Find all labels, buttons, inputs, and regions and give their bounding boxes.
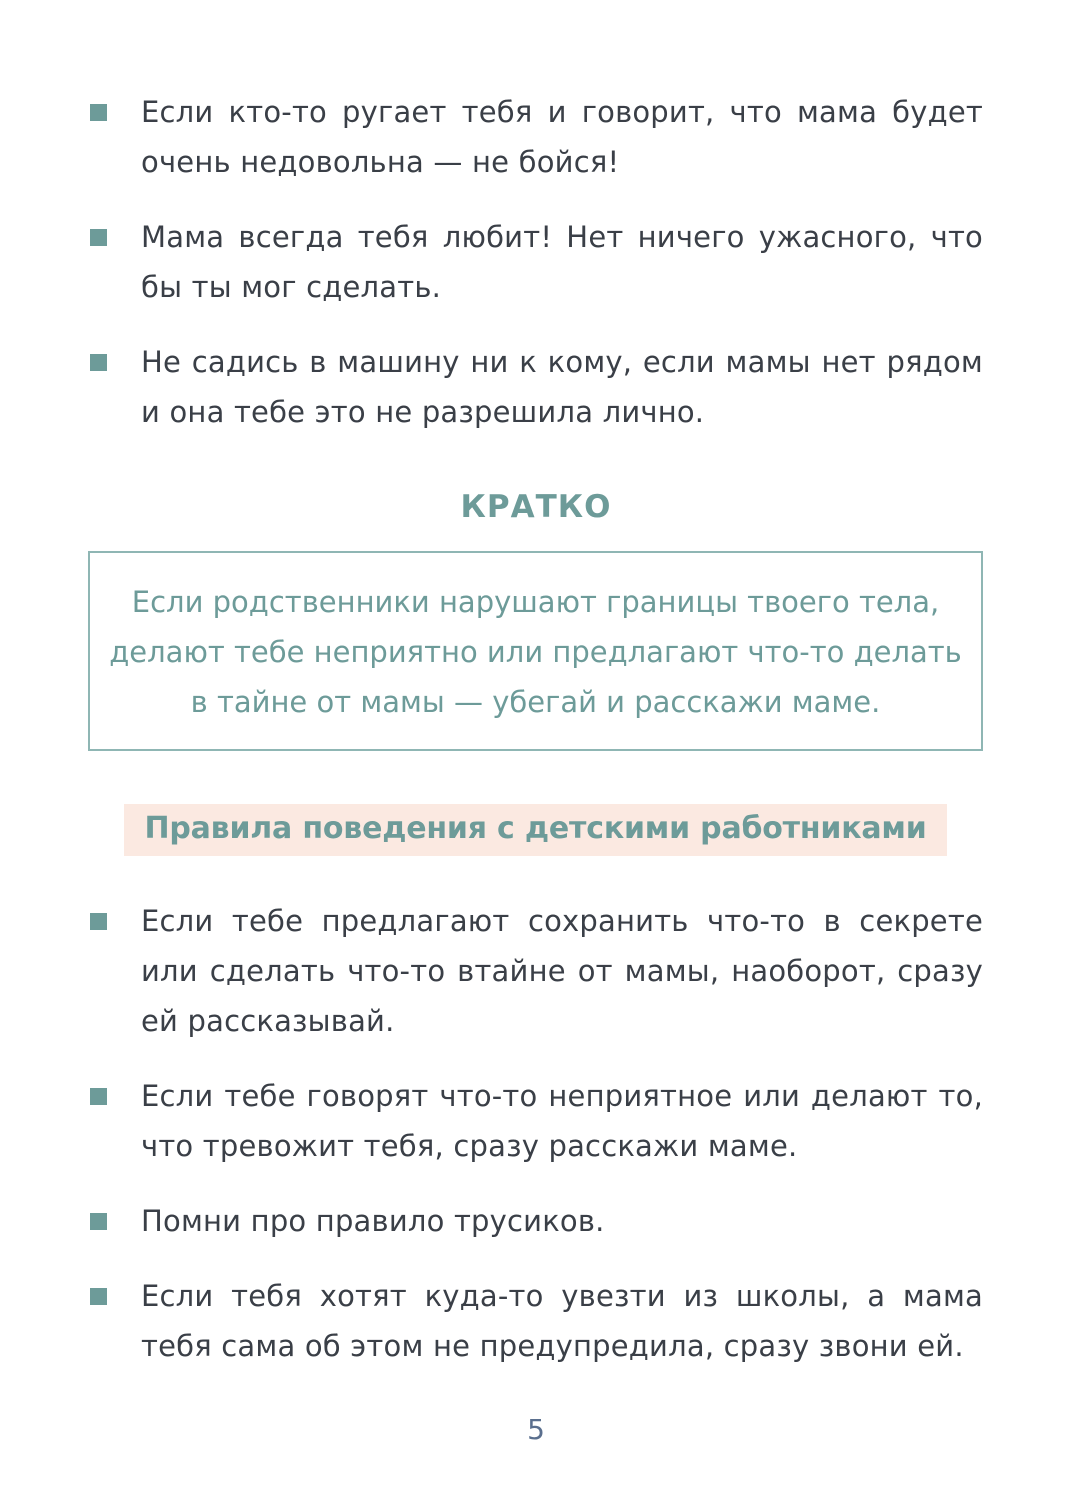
- square-bullet-icon: [90, 913, 107, 930]
- list-item: [88, 1196, 983, 1246]
- square-bullet-icon: [90, 1213, 107, 1230]
- section-title: Правила поведения с детскими работниками: [144, 811, 927, 846]
- list-item-text: Если тебя хотят куда-то увезти из школы, а мама тебя сама об этом не предупредила, сразу звони ей.: [141, 1279, 983, 1363]
- square-bullet-icon: [90, 229, 107, 246]
- list-item-text: Если тебе предлагают сохранить что-то в секрете или сделать что-то втайне от мамы, наоборот, сразу ей рассказывай.: [141, 904, 983, 1038]
- summary-text: Если родственники нарушают границы твоего тела, делают тебе неприятно или предлагают что-то делать в тайне от мамы — убегай и расскажи маме.: [109, 585, 962, 719]
- square-bullet-icon: [90, 354, 107, 371]
- list-item-text: Если тебе говорят что-то неприятное или делают то, что тревожит тебя, сразу расскажи маме.: [141, 1079, 983, 1163]
- list-item-text: Если кто-то ругает тебя и говорит, что мама будет очень недовольна — не бойся!: [141, 95, 983, 179]
- bottom-bullet-list: [88, 896, 983, 1396]
- list-item: [88, 1271, 983, 1371]
- list-item-text: Не садись в машину ни к кому, если мамы нет рядом и она тебе это не разрешила лично.: [141, 345, 983, 429]
- square-bullet-icon: [90, 104, 107, 121]
- summary-box: [88, 551, 983, 751]
- list-item-text: Мама всегда тебя любит! Нет ничего ужасного, что бы ты мог сделать.: [141, 220, 983, 304]
- list-item: [88, 1071, 983, 1171]
- list-item: [88, 212, 983, 312]
- square-bullet-icon: [90, 1288, 107, 1305]
- summary-heading: КРАТКО: [460, 489, 612, 525]
- page-number: 5: [527, 1413, 545, 1446]
- top-bullet-list: [88, 87, 983, 462]
- section-title-highlight: [124, 804, 947, 856]
- list-item: [88, 87, 983, 187]
- list-item-text: Помни про правило трусиков.: [141, 1204, 605, 1238]
- list-item: [88, 337, 983, 437]
- square-bullet-icon: [90, 1088, 107, 1105]
- list-item: [88, 896, 983, 1046]
